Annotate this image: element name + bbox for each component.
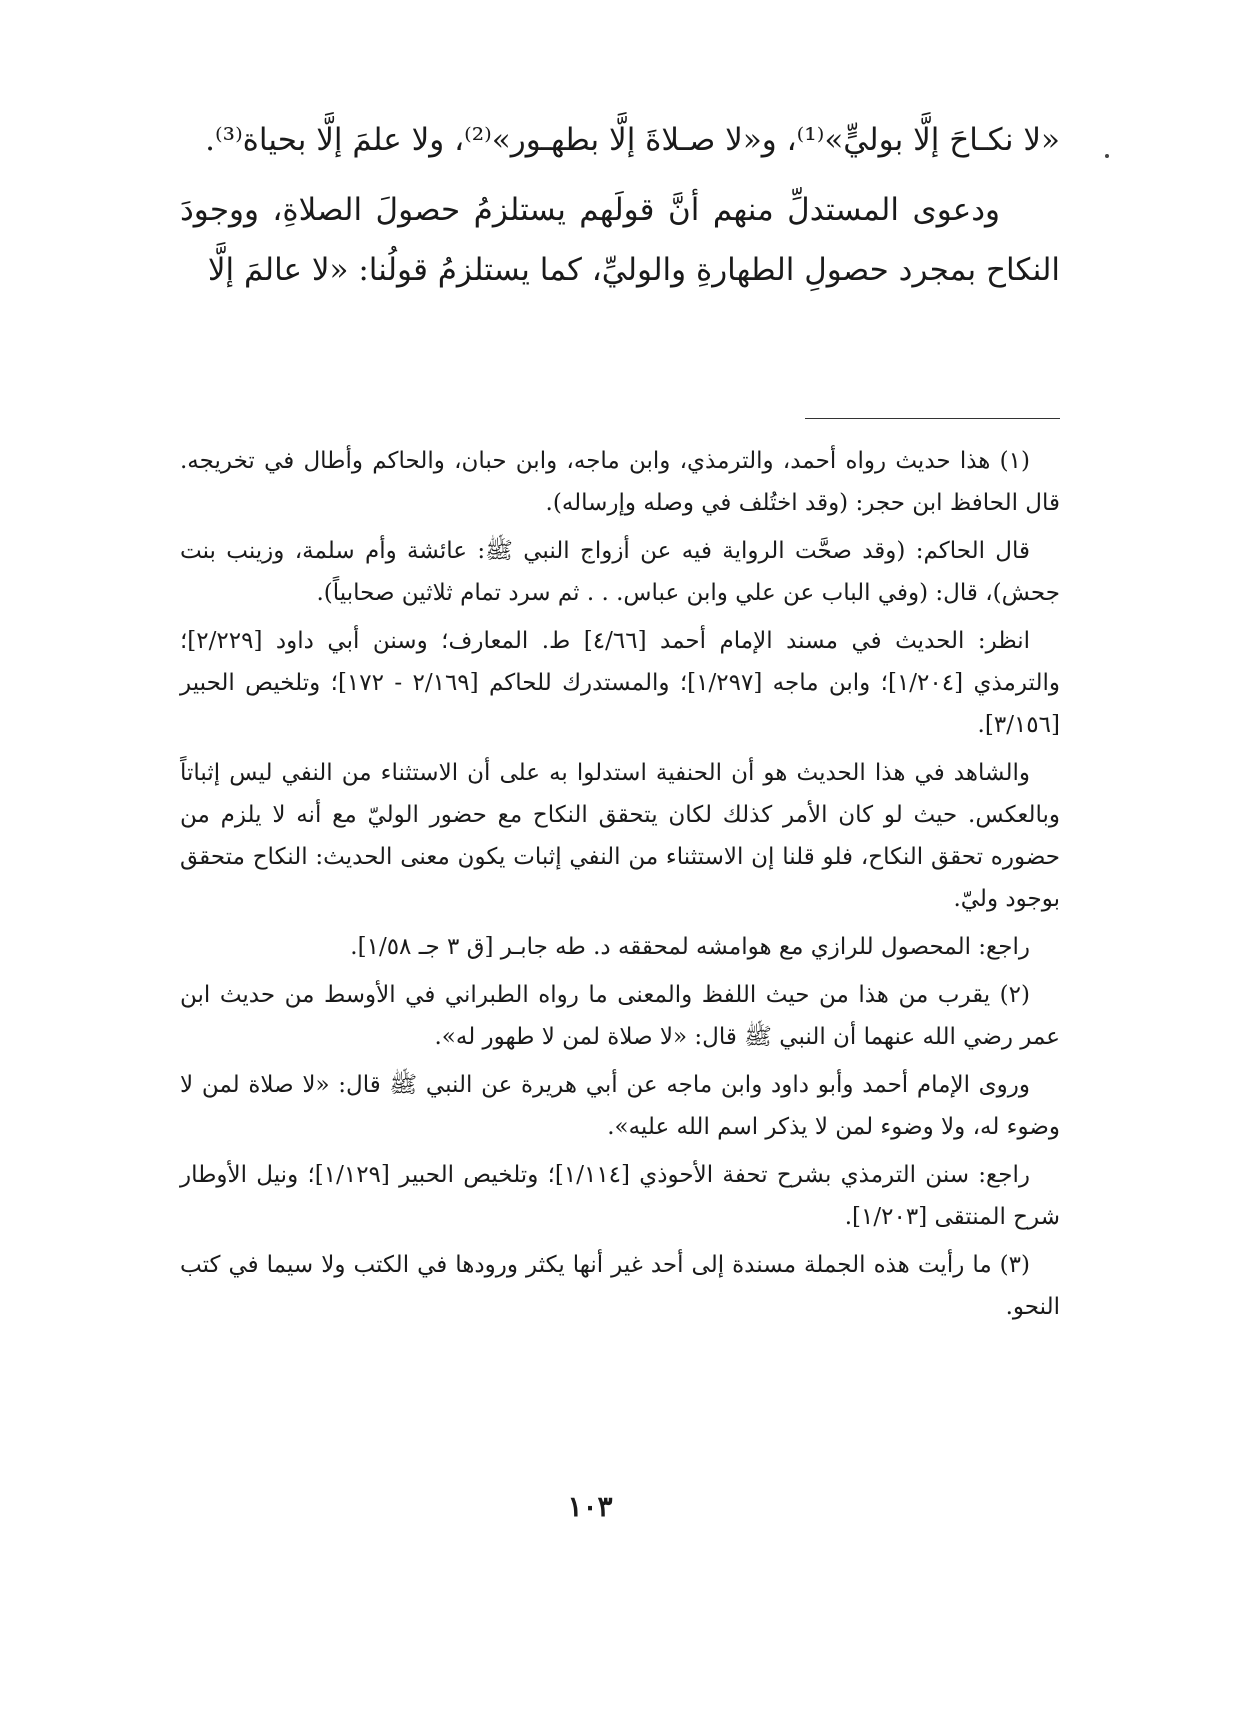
footnote-3: (٣) ما رأيت هذه الجملة مسندة إلى أحد غير أنها يكثر ورودها في الكتب ولا سيما في كتب النحو. <box>180 1252 1060 1320</box>
footnote-1-references: انظر: الحديث في مسند الإمام أحمد [٤/٦٦] ط. المعارف؛ وسنن أبي داود [٢/٢٢٩]؛ والترمذي [١/٢٠٤]؛ وابن ماجه [١/٢٩٧]؛ والمستدرك للحاكم [٢/١٦٩ - ١٧٢]؛ وتلخيص الحبير [٣/١٥٦]. <box>180 628 1060 738</box>
footnote-1-hakim: قال الحاكم: (وقد صحَّت الرواية فيه عن أزواج النبي ﷺ: عائشة وأم سلمة، وزينب بنت جحش)، قال: (وفي الباب عن علي وابن عباس. . . ثم سرد تمام ثلاثين صحابياً). <box>180 538 1060 606</box>
margin-mark <box>1105 154 1109 158</box>
main-text <box>180 110 1060 310</box>
footnote-separator <box>805 418 1060 419</box>
footnote-1: (١) هذا حديث رواه أحمد، والترمذي، وابن ماجه، وابن حبان، والحاكم وأطال في تخريجه. قال الحافظ ابن حجر: (وقد اختُلف في وصله وإرساله). <box>180 448 1060 516</box>
footnote-1-evidence: والشاهد في هذا الحديث هو أن الحنفية استدلوا به على أن الاستثناء من النفي ليس إثباتاً وبالعكس. حيث لو كان الأمر كذلك لكان يتحقق النكاح مع حضور الوليّ مع أنه لا يلزم من حضوره تحقق النكاح، فلو قلنا إن الاستثناء من النفي إثبات يكون معنى الحديث: النكاح متحقق بوجود وليّ. <box>180 760 1060 912</box>
footnote-2-narration: وروى الإمام أحمد وأبو داود وابن ماجه عن أبي هريرة عن النبي ﷺ قال: «لا صلاة لمن لا وضوء له، ولا وضوء لمن لا يذكر اسم الله عليه». <box>180 1072 1060 1140</box>
main-paragraph: «لا نكـاحَ إلَّا بوليٍّ»⁽¹⁾، و«لا صـلاةَ إلَّا بطهـور»⁽²⁾، ولا علمَ إلَّا بحياة⁽³⁾. <box>205 122 1060 158</box>
main-paragraph: ودعوى المستدلِّ منهم أنَّ قولَهم يستلزمُ حصولَ الصلاةِ، ووجودَ النكاح بمجرد حصولِ الطهارةِ والوليِّ، كما يستلزمُ قولُنا: «لا عالمَ إلَّا <box>180 192 1060 288</box>
footnote-1-see-also: راجع: المحصول للرازي مع هوامشه لمحققه د. طه جابـر [ق ٣ جـ ١/٥٨]. <box>350 934 1030 960</box>
page-number: ١٠٣ <box>567 1490 613 1523</box>
footnote-2: (٢) يقرب من هذا من حيث اللفظ والمعنى ما رواه الطبراني في الأوسط من حديث ابن عمر رضي الله عنهما أن النبي ﷺ قال: «لا صلاة لمن لا طهور له». <box>180 982 1060 1050</box>
footnotes <box>180 440 1060 1334</box>
footnote-2-references: راجع: سنن الترمذي بشرح تحفة الأحوذي [١/١١٤]؛ وتلخيص الحبير [١/١٢٩]؛ ونيل الأوطار شرح المنتقى [١/٢٠٣]. <box>180 1162 1060 1230</box>
